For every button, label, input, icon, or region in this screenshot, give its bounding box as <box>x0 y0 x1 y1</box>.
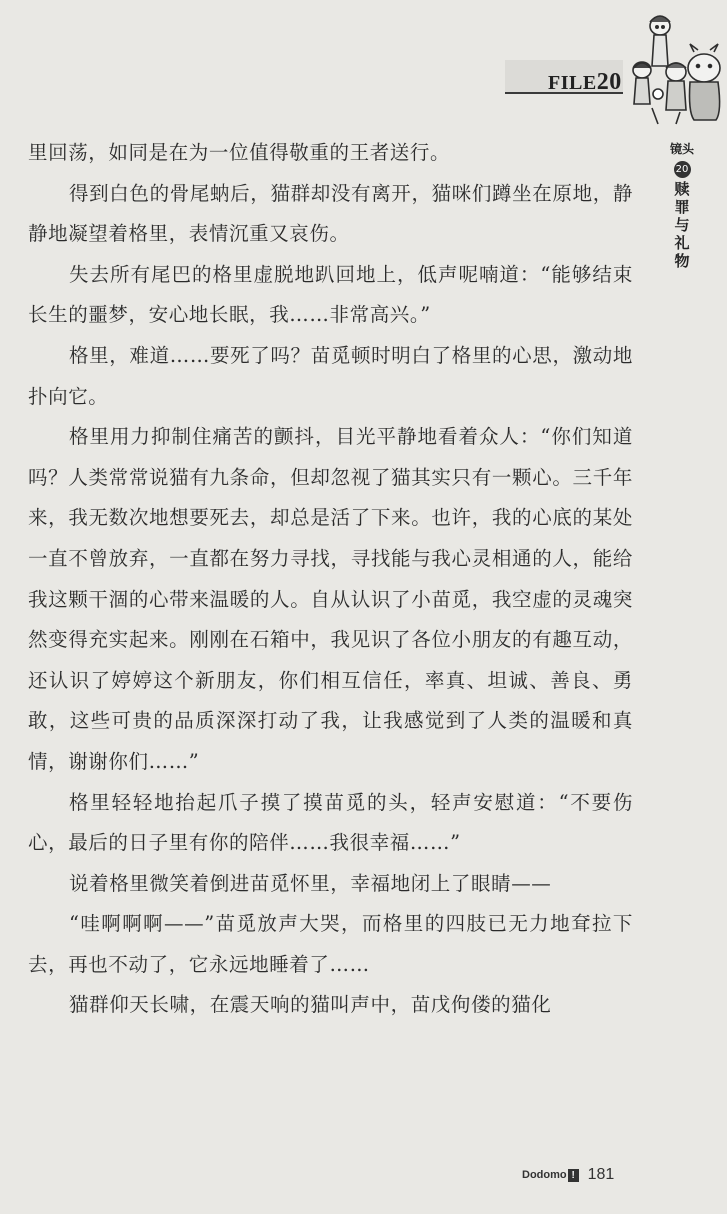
body-text <box>28 133 633 1026</box>
paragraph: 得到白色的骨尾蚋后，猫群却没有离开，猫咪们蹲坐在原地，静静地凝望着格里，表情沉重又哀伤。 <box>28 181 633 246</box>
paragraph: 猫群仰天长啸，在震天响的猫叫声中，苗戊佝偻的猫化 <box>69 993 552 1017</box>
logo-text: Dodomo <box>522 1168 567 1181</box>
cartoon-characters-illustration <box>628 8 726 126</box>
chapter-side-tab <box>669 140 695 270</box>
paragraph: 失去所有尾巴的格里虚脱地趴回地上，低声呢喃道：“能够结束长生的噩梦，安心地长眠，我……非常高兴。” <box>28 262 633 327</box>
paragraph: 说着格里微笑着倒进苗觅怀里，幸福地闭上了眼睛—— <box>69 871 552 895</box>
file-word: FILE <box>548 72 597 94</box>
chapter-title-vertical: 赎 罪 与 礼 物 <box>674 180 690 270</box>
paragraph: 格里用力抑制住痛苦的颤抖，目光平静地看着众人：“你们知道吗？人类常常说猫有九条命，但却忽视了猫其实只有一颗心。三千年来，我无数次地想要死去，却总是活了下来。也许，我的心底的某处一直不曾放弃，一直都在努力寻找，寻找能与我心灵相通的人，能给我这颗干涸的心带来温暖的人。自从认识了小苗觅，我空虚的灵魂突然变得充实起来。刚刚在石箱中，我见识了各位小朋友的有趣互动，还认识了婷婷这个新朋友，你们相互信任，率真、坦诚、善良、勇敢，这些可贵的品质深深打动了我，让我感觉到了人类的温暖和真情，谢谢你们……” <box>28 425 633 773</box>
section-number-badge: 20 <box>674 161 691 178</box>
file-number: 20 <box>596 69 622 95</box>
file-label <box>548 69 622 96</box>
paragraph: 格里轻轻地抬起爪子摸了摸苗觅的头，轻声安慰道：“不要伤心，最后的日子里有你的陪伴……我很幸福……” <box>28 790 633 855</box>
paragraph: 格里，难道……要死了吗？苗觅顿时明白了格里的心思，激动地扑向它。 <box>28 343 633 408</box>
page-number: 181 <box>587 1166 615 1183</box>
page-footer <box>522 1163 614 1187</box>
section-word: 镜头 <box>669 142 694 156</box>
logo-mark: ! <box>568 1169 579 1182</box>
paragraph: 里回荡，如同是在为一位值得敬重的王者送行。 <box>28 141 451 164</box>
publisher-logo <box>522 1169 579 1182</box>
paragraph: “哇啊啊啊——”苗觅放声大哭，而格里的四肢已无力地耷拉下去，再也不动了，它永远地睡着了…… <box>28 912 633 976</box>
